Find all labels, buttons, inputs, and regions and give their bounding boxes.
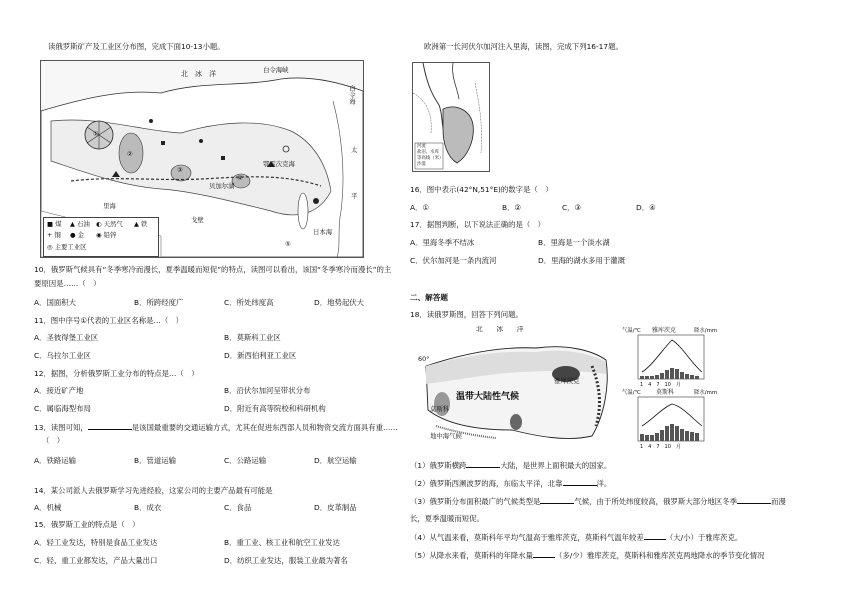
intro-text-right: 欧洲第一长河伏尔加河注入里海，读图，完成下列16-17题。 (424, 42, 623, 51)
label-japan-sea: 日本海 (313, 228, 333, 236)
legend-gas: ◐ 天然气 (96, 220, 123, 228)
label-n3: ③ (177, 166, 183, 174)
q11-opt-c[interactable]: C．乌拉尔工业区 (34, 351, 91, 360)
legend-copper: + 铜 (47, 231, 61, 239)
q10-opt-a[interactable]: A．国面积大 (34, 298, 77, 307)
climate-chart-yakutsk (622, 326, 726, 388)
chart2-ylabel-right: 降水/mm (694, 390, 718, 396)
q13-opt-d[interactable]: D．航空运输 (314, 456, 357, 465)
label-yakutsk: 雅库茨克 (554, 377, 580, 385)
q18-3-blank-b[interactable] (737, 496, 771, 504)
q18-sub-1: （1）俄罗斯横跨 大陆，是世界上面积最大的国家。 (410, 461, 612, 470)
question-13: 13．读图可知， 是该国最重要的交通运输方式，尤其在促进东西部人员和物资交流方面具有重…… (34, 423, 398, 432)
chart1-plot (622, 326, 726, 388)
chart1-ylabel-left: 气温/℃ (622, 328, 641, 334)
question-15: 15．俄罗斯工业的特点是（ ） (34, 520, 140, 529)
q16-opt-c[interactable]: C．③ (562, 203, 582, 212)
q18-4-blank[interactable] (644, 532, 666, 540)
legend-coal: ■ 煤 (47, 220, 62, 228)
q12-opt-a[interactable]: A．接近矿产地 (34, 386, 84, 395)
question-12: 12．据图，分析俄罗斯工业分布的特点是…（ ） (34, 369, 199, 378)
chart2-ylabel-left: 气温/℃ (622, 390, 641, 396)
climate-chart-moscow (622, 388, 726, 450)
label-n5: ⑤ (285, 240, 291, 248)
section-title: 二、解答题 (410, 293, 448, 302)
label-baikal: 贝加尔湖 (209, 182, 235, 190)
q14-opt-b[interactable]: B．成衣 (134, 503, 162, 512)
q14-opt-d[interactable]: D．皮革制品 (314, 503, 357, 512)
q14-opt-c[interactable]: C．食品 (224, 503, 252, 512)
q13-blank[interactable] (88, 422, 132, 430)
q16-opt-d[interactable]: D．④ (636, 203, 656, 212)
q10-opt-b[interactable]: B．所跨经度广 (134, 298, 184, 307)
q14-opt-a[interactable]: A．机械 (34, 503, 62, 512)
legend-iron: ▲ 铁 (134, 220, 148, 228)
chart2-months: 1 4 7 10 月 (640, 444, 681, 450)
label-n1: ① (93, 130, 99, 138)
q10-opt-d[interactable]: D．地势起伏大 (314, 298, 365, 307)
label-subtropical: 地中海气候 (430, 432, 462, 440)
map-legend (43, 217, 159, 257)
q12-opt-d[interactable]: D．附近有高等院校和科研机构 (224, 404, 326, 413)
question-14: 14．某公司派人去俄罗斯学习先进经验，这家公司的主要产品最有可能是 (34, 486, 273, 495)
question-18: 18．读俄罗斯图，回答下列问题。 (410, 310, 523, 319)
q16-opt-b[interactable]: B．② (502, 203, 522, 212)
q18-sub-3-cont: 长，夏季温暖而短促。 (410, 514, 484, 523)
chart1-months: 1 4 7 10 月 (640, 382, 681, 388)
q13-opt-a[interactable]: A．铁路运输 (34, 456, 77, 465)
q18-3-blank-a[interactable] (540, 496, 574, 504)
intro-text: 读俄罗斯矿产及工业区分布图，完成下面10-13小题。 (48, 42, 225, 51)
chart2-plot (622, 388, 726, 450)
question-11: 11．图中序号①代表的工业区名称是…（ ） (34, 316, 184, 325)
volga-legend: 河流 盐沼、水库 等高线（米） 沙漠 (417, 144, 444, 167)
q18-sub-5: （5）从降水来看，莫斯科的年降水量 （多/少）雅库茨克，莫斯科和雅库茨克两地降水的季节变化情况 (410, 551, 765, 560)
legend-leadzinc: ◉ 铅锌 (96, 231, 117, 239)
q10-opt-c[interactable]: C．所处纬度高 (224, 298, 274, 307)
label-arctic-ocean-2: 北 冰 洋 (476, 326, 524, 333)
q18-1-blank[interactable] (466, 460, 500, 468)
q11-opt-d[interactable]: D．新西伯利亚工业区 (224, 351, 297, 360)
q13-opt-c[interactable]: C．公路运输 (224, 456, 267, 465)
question-10-cont: 要原因是……（ ） (34, 279, 101, 288)
question-13-cont: （ ） (42, 436, 65, 445)
label-n2: ② (127, 150, 133, 158)
q18-sub-2: （2）俄罗斯西濒波罗的海，东临太平洋，北靠 洋。 (410, 479, 612, 488)
label-arctic-ocean: 北 冰 洋 (181, 70, 216, 78)
q15-opt-c[interactable]: C．轻、重工业都发达，产品大量出口 (34, 556, 158, 565)
q11-opt-a[interactable]: A．圣彼得堡工业区 (34, 333, 99, 342)
q18-sub-4: （4）从气温来看，莫斯科年平均气温高于雅库茨克，莫斯科气温年较差 （大/小）于雅库茨克。 (410, 533, 743, 542)
question-16: 16．图中表示(42°N,51°E)的数字是（ ） (410, 185, 553, 194)
label-bering-strait: 白令海峡 (263, 66, 289, 74)
q15-opt-a[interactable]: A．轻工业发达，特别是食品工业发达 (34, 538, 158, 547)
q17-opt-d[interactable]: D．里海的湖水多用于灌溉 (538, 256, 625, 265)
legend-industry: ◎ 主要工业区 (47, 243, 87, 251)
label-pacific-1: 太 (351, 146, 358, 154)
label-pacific-2: 平 (351, 192, 358, 200)
q15-opt-b[interactable]: B．重工业、核工业和航空工业发达 (224, 538, 340, 547)
volga-caspian-map (412, 62, 490, 172)
chart1-title: 雅库茨克 (652, 327, 677, 334)
q17-opt-b[interactable]: B．里海是一个淡水湖 (538, 238, 610, 247)
chart1-ylabel-right: 降水/mm (694, 328, 718, 334)
q18-2-blank[interactable] (563, 478, 597, 486)
russia-climate-map (416, 326, 612, 446)
label-moscow: 莫斯科 (430, 405, 450, 413)
q15-opt-d[interactable]: D．纺织工业发达，服装工业最为著名 (224, 556, 348, 565)
q12-opt-c[interactable]: C．属临海型布局 (34, 404, 91, 413)
q12-opt-b[interactable]: B．沿伏尔加河呈带状分布 (224, 386, 311, 395)
label-caspian: 里海 (103, 202, 116, 210)
label-bering-sea: 白令海 (348, 85, 356, 105)
q16-opt-a[interactable]: A．① (410, 203, 430, 212)
label-60deg: 60° (418, 355, 430, 363)
q18-5-blank[interactable] (533, 550, 555, 558)
question-17: 17．据图判断，以下说法正确的是（ ） (410, 220, 546, 229)
chart2-title: 莫斯科 (656, 389, 675, 396)
q11-opt-b[interactable]: B．莫斯科工业区 (224, 333, 281, 342)
climate-map-drawing (416, 326, 612, 446)
q17-opt-a[interactable]: A．里海冬季不结冰 (410, 238, 475, 247)
legend-gold: ● 金 (70, 231, 84, 239)
russia-mineral-map (40, 60, 364, 258)
label-okhotsk-sea: 鄂霍次克海 (263, 160, 295, 168)
label-temperate-climate: 温带大陆性气候 (456, 392, 520, 402)
label-n4: ④ (237, 174, 243, 182)
legend-oil: ▲ 石油 (70, 220, 90, 228)
q13-opt-b[interactable]: B．管道运输 (134, 456, 177, 465)
q17-opt-c[interactable]: C．伏尔加河是一条内流河 (410, 256, 497, 265)
q18-sub-3: （3）俄罗斯分布面积最广的气候类型是 气候，由于所处纬度较高，俄罗斯大部分地区冬季 而漫 (410, 497, 786, 506)
question-10: 10．俄罗斯气候具有“冬季寒冷而漫长，夏季温暖而短促”的特点，读图可以看出，该国“冬季寒冷而漫长”的主 (34, 265, 392, 274)
label-gobi: 戈壁 (191, 216, 204, 224)
